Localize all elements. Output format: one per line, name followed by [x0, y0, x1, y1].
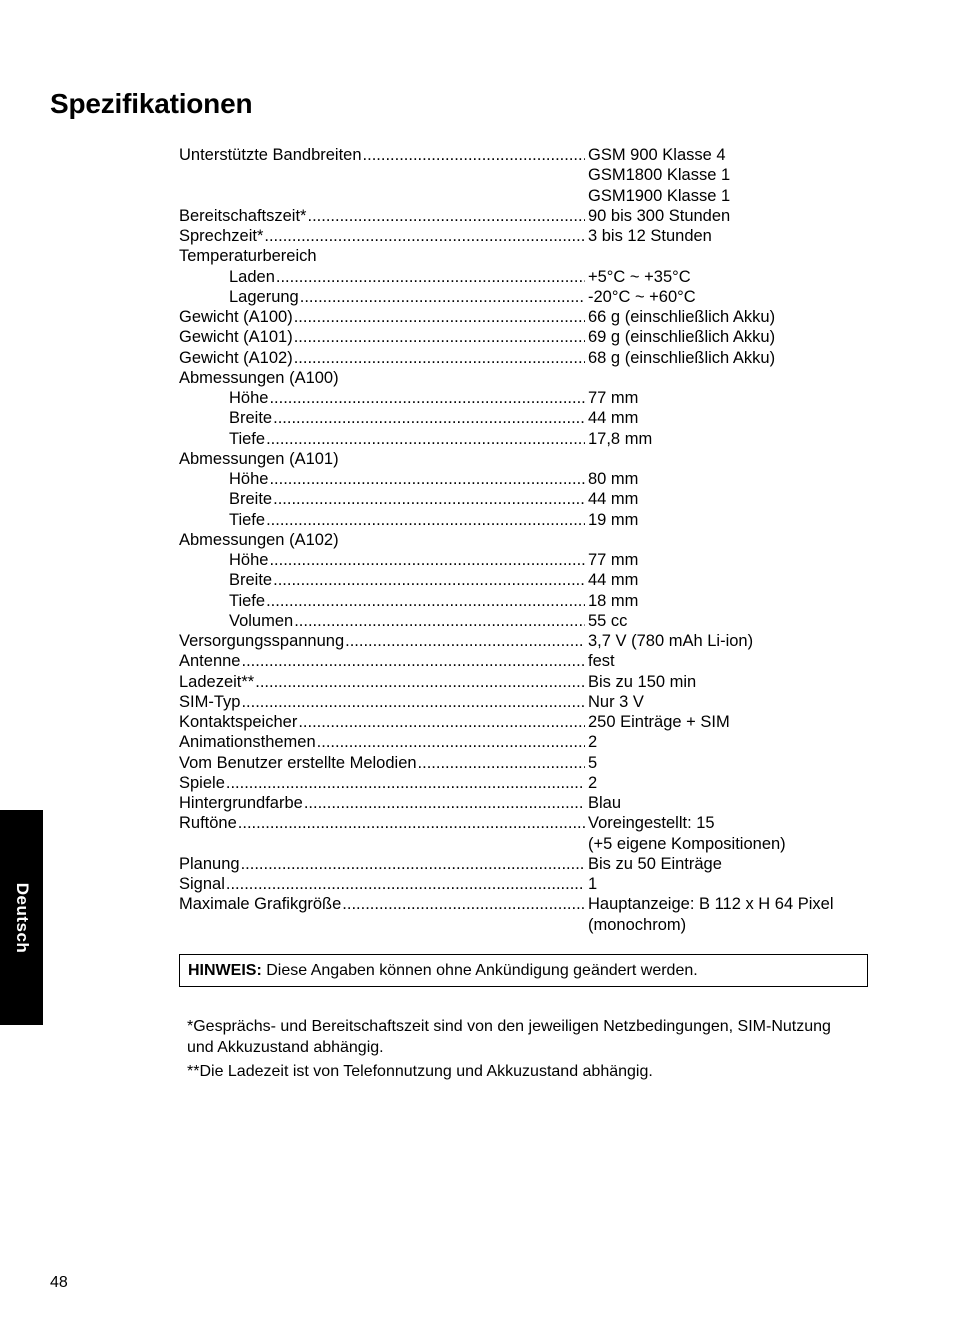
footnote-charge-time: **Die Ladezeit ist von Telefonnutzung und Akkuzustand abhängig.	[187, 1063, 653, 1080]
spec-label: Laden	[229, 267, 275, 286]
dot-leader	[241, 854, 585, 874]
spec-value: Nur 3 V	[588, 692, 644, 711]
spec-label-cell	[179, 307, 585, 327]
spec-value: GSM1900 Klasse 1	[588, 186, 731, 205]
spec-row	[179, 186, 869, 206]
spec-row	[179, 753, 869, 773]
spec-value: 2	[588, 733, 598, 752]
spec-row	[179, 550, 869, 570]
spec-row	[179, 813, 869, 833]
dot-leader	[342, 894, 585, 914]
spec-label-cell	[179, 287, 585, 307]
spec-label-cell	[179, 489, 585, 509]
spec-value: 3,7 V (780 mAh Li-ion)	[588, 632, 754, 650]
spec-label: Maximale Grafikgröße	[179, 895, 342, 914]
spec-value: 19 mm	[588, 510, 639, 529]
page-number: 48	[50, 1274, 68, 1291]
dot-leader	[363, 145, 585, 165]
spec-value: 1	[588, 875, 598, 893]
language-tab	[0, 810, 43, 1025]
spec-row	[179, 246, 869, 266]
dot-leader	[264, 226, 585, 246]
spec-label: Breite	[229, 409, 273, 428]
spec-value: 17,8 mm	[588, 429, 653, 448]
spec-label: Antenne	[179, 652, 241, 671]
spec-row	[179, 915, 869, 935]
spec-label-cell	[179, 854, 585, 874]
footnotes	[187, 1016, 847, 1085]
dot-leader	[300, 287, 585, 307]
spec-row	[179, 712, 869, 732]
spec-label: Versorgungsspannung	[179, 632, 345, 650]
spec-row	[179, 530, 869, 550]
spec-label: Temperaturbereich	[179, 247, 317, 266]
spec-value: 5	[588, 753, 598, 772]
spec-label-cell	[179, 692, 585, 712]
spec-label: Lagerung	[229, 287, 299, 306]
spec-label-cell	[179, 145, 585, 165]
spec-label-cell	[179, 510, 585, 530]
spec-label-cell	[179, 267, 585, 287]
spec-row	[179, 489, 869, 509]
spec-value: 250 Einträge + SIM	[588, 713, 730, 731]
dot-leader	[226, 874, 585, 894]
spec-label: Kontaktspeicher	[179, 713, 298, 731]
spec-value: 18 mm	[588, 591, 639, 610]
spec-value: 77 mm	[588, 551, 639, 569]
spec-label-cell	[179, 793, 585, 813]
spec-label: Signal	[179, 875, 225, 893]
dot-leader	[269, 388, 585, 408]
spec-label: Tiefe	[229, 429, 266, 448]
spec-value: Bis zu 150 min	[588, 672, 697, 691]
spec-row	[179, 732, 869, 752]
dot-leader	[273, 489, 585, 509]
notice-text: Diese Angaben können ohne Ankündigung geändert werden.	[261, 962, 698, 979]
spec-label: Planung	[179, 854, 240, 873]
dot-leader	[345, 631, 585, 651]
dot-leader	[298, 712, 585, 732]
dot-leader	[269, 469, 585, 489]
spec-row	[179, 267, 869, 287]
spec-label: Vom Benutzer erstellte Melodien	[179, 753, 417, 772]
spec-value: GSM1800 Klasse 1	[588, 166, 731, 185]
spec-row	[179, 429, 869, 449]
spec-label: Abmessungen (A102)	[179, 530, 339, 549]
spec-value: 44 mm	[588, 409, 639, 428]
dot-leader	[241, 651, 585, 671]
spec-row	[179, 510, 869, 530]
spec-label-cell	[179, 570, 585, 590]
spec-label-cell	[179, 327, 585, 347]
spec-row	[179, 388, 869, 408]
dot-leader	[304, 793, 585, 813]
notice-box	[179, 954, 868, 987]
spec-value: Voreingestellt: 15	[588, 814, 715, 833]
spec-row	[179, 631, 869, 651]
spec-label: SIM-Typ	[179, 692, 241, 711]
spec-label-cell	[179, 591, 585, 611]
spec-value: 69 g (einschließlich Akku)	[588, 328, 776, 347]
language-tab-label: Deutsch	[12, 882, 32, 953]
spec-label-cell	[179, 408, 585, 428]
dot-leader	[266, 510, 585, 530]
spec-row	[179, 591, 869, 611]
dot-leader	[273, 570, 585, 590]
spec-value: 90 bis 300 Stunden	[588, 206, 731, 225]
spec-label: Höhe	[229, 470, 269, 488]
spec-value: GSM 900 Klasse 4	[588, 146, 726, 164]
specifications-list	[179, 145, 869, 935]
spec-value: -20°C ~ +60°C	[588, 287, 696, 306]
spec-row	[179, 793, 869, 813]
spec-label-cell	[179, 773, 585, 793]
spec-row	[179, 834, 869, 854]
spec-label: Gewicht (A100)	[179, 308, 293, 326]
spec-row	[179, 469, 869, 489]
spec-label-cell	[179, 813, 585, 833]
spec-label: Volumen	[229, 611, 294, 630]
spec-label: Gewicht (A102)	[179, 348, 293, 367]
spec-label-cell	[179, 874, 585, 894]
spec-row	[179, 672, 869, 692]
spec-label: Tiefe	[229, 591, 266, 610]
dot-leader	[276, 267, 585, 287]
spec-row	[179, 611, 869, 631]
spec-label-cell	[179, 449, 585, 469]
spec-label-cell	[179, 651, 585, 671]
spec-value: (+5 eigene Kompositionen)	[588, 834, 786, 853]
dot-leader	[226, 773, 585, 793]
spec-label: Ladezeit**	[179, 672, 255, 691]
dot-leader	[294, 307, 585, 327]
spec-label-cell	[179, 165, 585, 185]
spec-label-cell	[179, 712, 585, 732]
dot-leader	[294, 348, 585, 368]
dot-leader	[255, 672, 585, 692]
spec-value: 68 g (einschließlich Akku)	[588, 348, 776, 367]
dot-leader	[238, 813, 585, 833]
spec-value: 66 g (einschließlich Akku)	[588, 308, 776, 326]
spec-label: Bereitschaftszeit*	[179, 206, 307, 225]
spec-row	[179, 874, 869, 894]
spec-value: 77 mm	[588, 389, 639, 407]
dot-leader	[307, 206, 585, 226]
spec-value: 2	[588, 773, 598, 792]
spec-value: fest	[588, 652, 615, 671]
spec-label: Breite	[229, 490, 273, 509]
spec-value: 55 cc	[588, 611, 628, 630]
spec-label-cell	[179, 246, 585, 266]
spec-row	[179, 307, 869, 327]
dot-leader	[418, 753, 585, 773]
spec-row	[179, 206, 869, 226]
spec-label: Hintergrundfarbe	[179, 794, 303, 812]
spec-label: Höhe	[229, 551, 269, 569]
spec-value: Bis zu 50 Einträge	[588, 854, 722, 873]
spec-row	[179, 570, 869, 590]
spec-value: Blau	[588, 794, 622, 812]
spec-value: (monochrom)	[588, 915, 687, 934]
spec-label-cell	[179, 753, 585, 773]
spec-value: Hauptanzeige: B 112 x H 64 Pixel	[588, 895, 834, 914]
spec-label-cell	[179, 429, 585, 449]
spec-label-cell	[179, 226, 585, 246]
page-title: Spezifikationen	[50, 88, 253, 119]
dot-leader	[294, 611, 585, 631]
spec-label-cell	[179, 550, 585, 570]
spec-row	[179, 145, 869, 165]
spec-value: +5°C ~ +35°C	[588, 267, 691, 286]
spec-row	[179, 408, 869, 428]
spec-label-cell	[179, 206, 585, 226]
spec-value: 44 mm	[588, 490, 639, 509]
dot-leader	[266, 591, 585, 611]
spec-row	[179, 327, 869, 347]
spec-label-cell	[179, 672, 585, 692]
spec-label-cell	[179, 732, 585, 752]
footnote-talk-time: *Gesprächs- und Bereitschaftszeit sind von den jeweiligen Netzbedingungen, SIM-Nutzung und Akkuzustand abhängig.	[187, 1018, 831, 1056]
spec-row	[179, 854, 869, 874]
spec-label: Unterstützte Bandbreiten	[179, 146, 362, 164]
spec-label: Höhe	[229, 389, 269, 407]
dot-leader	[294, 327, 585, 347]
spec-label-cell	[179, 186, 585, 206]
spec-row	[179, 165, 869, 185]
spec-value: 3 bis 12 Stunden	[588, 227, 712, 245]
spec-label-cell	[179, 388, 585, 408]
dot-leader	[273, 408, 585, 428]
spec-label-cell	[179, 348, 585, 368]
spec-row	[179, 287, 869, 307]
dot-leader	[269, 550, 585, 570]
notice-label: HINWEIS:	[188, 962, 262, 979]
spec-label-cell	[179, 915, 585, 935]
dot-leader	[317, 732, 585, 752]
spec-row	[179, 348, 869, 368]
spec-label: Tiefe	[229, 510, 266, 529]
spec-label-cell	[179, 368, 585, 388]
spec-label-cell	[179, 469, 585, 489]
spec-row	[179, 226, 869, 246]
spec-label-cell	[179, 834, 585, 854]
spec-label-cell	[179, 530, 585, 550]
spec-row	[179, 368, 869, 388]
spec-label-cell	[179, 631, 585, 651]
spec-row	[179, 692, 869, 712]
spec-value: 44 mm	[588, 571, 639, 590]
dot-leader	[266, 429, 585, 449]
spec-row	[179, 651, 869, 671]
spec-label: Gewicht (A101)	[179, 328, 293, 347]
spec-row	[179, 449, 869, 469]
spec-row	[179, 773, 869, 793]
spec-label: Spiele	[179, 773, 225, 792]
spec-label: Ruftöne	[179, 814, 237, 833]
spec-label: Abmessungen (A101)	[179, 449, 339, 468]
spec-label: Animationsthemen	[179, 733, 316, 752]
spec-row	[179, 894, 869, 914]
spec-label-cell	[179, 894, 585, 914]
dot-leader	[241, 692, 585, 712]
spec-value: 80 mm	[588, 470, 639, 488]
spec-label-cell	[179, 611, 585, 631]
spec-label: Abmessungen (A100)	[179, 368, 339, 387]
spec-label: Sprechzeit*	[179, 227, 264, 245]
spec-label: Breite	[229, 571, 273, 590]
